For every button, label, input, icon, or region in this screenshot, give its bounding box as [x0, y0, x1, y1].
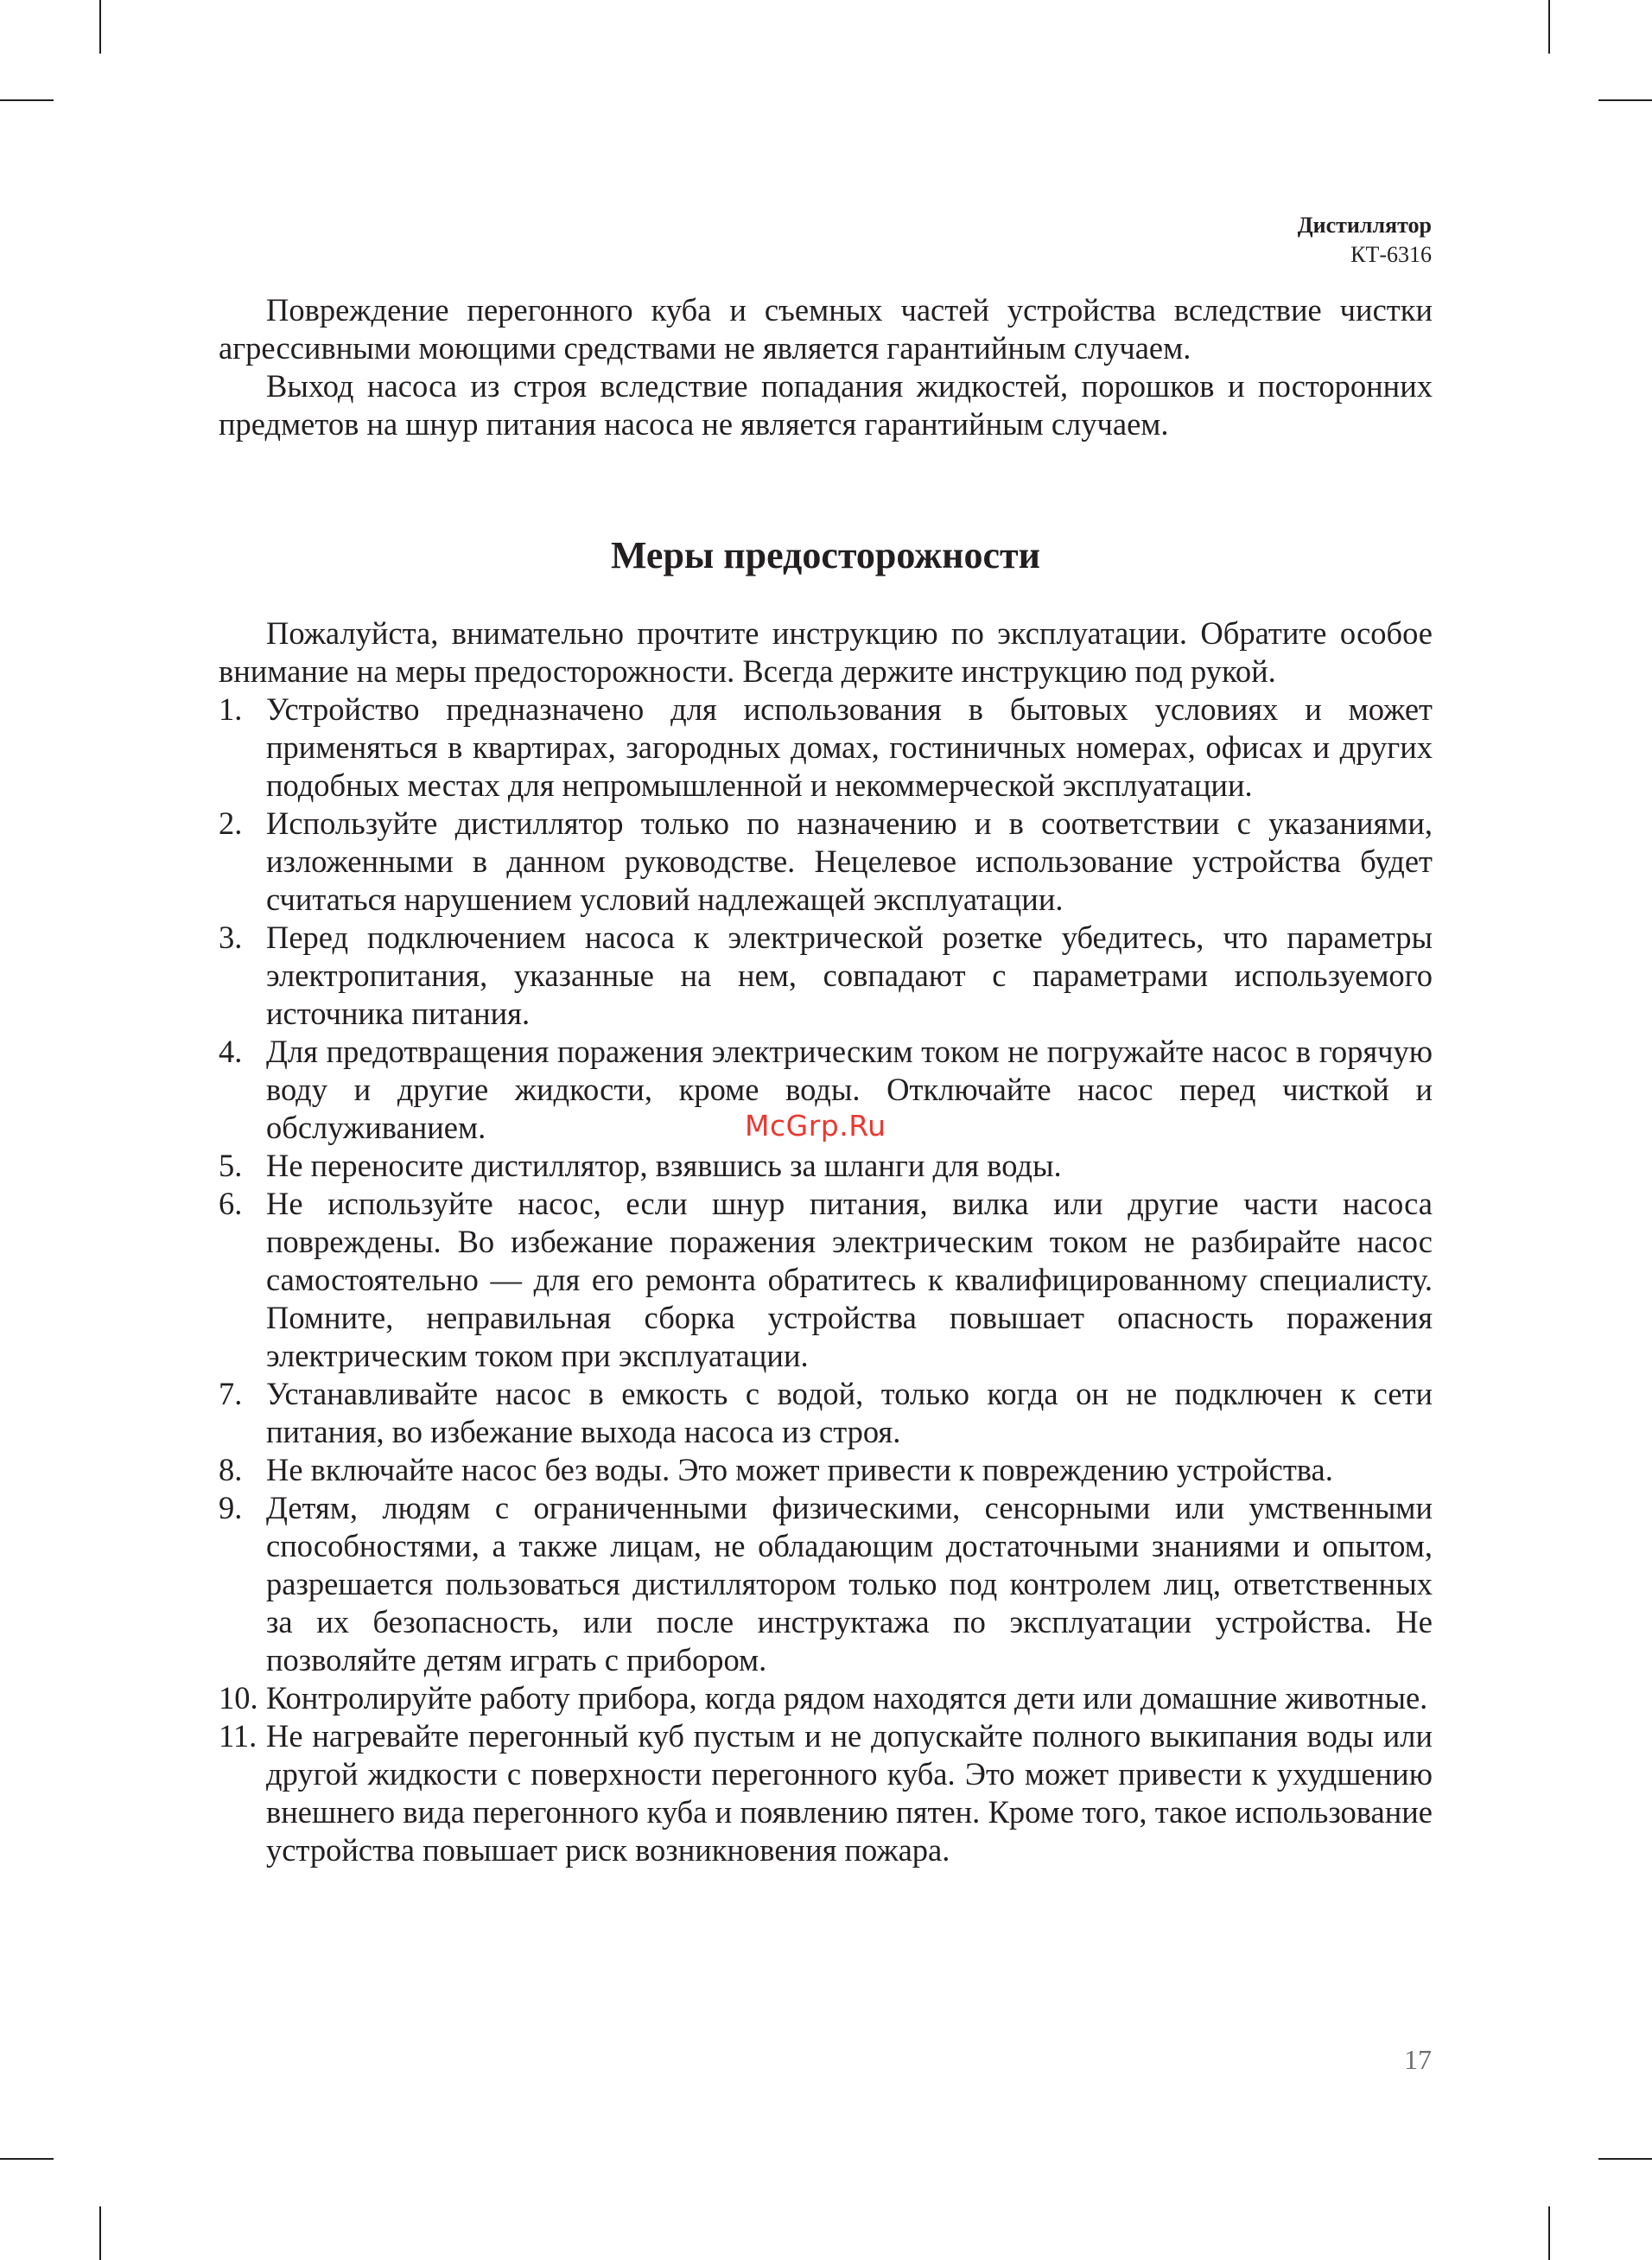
- list-item: [219, 1375, 1433, 1451]
- intro-paragraph: Выход насоса из строя вследствие попадания жидкостей, порошков и посторонних предметов на шнур питания насоса не является гарантийным случаем.: [219, 368, 1433, 442]
- item-text: Не переносите дистиллятор, взявшись за шланги для воды.: [266, 1148, 1062, 1183]
- list-item: [219, 805, 1433, 919]
- watermark: McGrp.Ru: [745, 1109, 886, 1143]
- item-text: Используйте дистиллятор только по назначению и в соответствии с указаниями, изложенными в данном руководстве. Нецелевое использование устройства будет считаться нарушением условий надлежащей эксплуатации.: [266, 805, 1433, 917]
- item-text: Не используйте насос, если шнур питания, вилка или другие части насоса повреждены. Во избежание поражения электрическим током не разбирайте насос самостоятельно — для его ремонта обратитесь к квалифицированному специалисту. Помните, неправильная сборка устройства повышает опасность поражения электрическим током при эксплуатации.: [266, 1186, 1433, 1373]
- header-model: КТ-6316: [1350, 242, 1432, 267]
- item-number: 2.: [219, 805, 243, 841]
- item-text: Для предотвращения поражения электрическим током не погружайте насос в горячую воду и другие жидкости, кроме воды. Отключайте насос перед чисткой и обслуживанием.: [266, 1034, 1433, 1145]
- list-item: [219, 1679, 1433, 1717]
- item-text: Не включайте насос без воды. Это может привести к повреждению устройства.: [266, 1452, 1333, 1487]
- crop-mark: [0, 99, 54, 101]
- item-text: Устройство предназначено для использования в бытовых условиях и может применяться в квартирах, загородных домах, гостиничных номерах, офисах и других подобных местах для непромышленной и некоммерческой эксплуатации.: [266, 691, 1433, 803]
- item-number: 3.: [219, 920, 243, 955]
- list-item: [219, 1489, 1433, 1679]
- list-item: [219, 1451, 1433, 1489]
- item-number: 7.: [219, 1376, 243, 1411]
- item-number: 6.: [219, 1186, 243, 1221]
- list-item: [219, 1717, 1433, 1869]
- header-title: Дистиллятор: [1297, 213, 1432, 238]
- precautions-list: [219, 691, 1433, 1869]
- running-header: [1298, 211, 1432, 270]
- crop-mark: [1598, 99, 1652, 101]
- intro-paragraph: Повреждение перегонного куба и съемных частей устройства вследствие чистки агрессивными моющими средствами не является гарантийным случаем.: [219, 292, 1433, 366]
- crop-mark: [1548, 0, 1550, 54]
- crop-mark: [99, 2206, 101, 2260]
- list-item: [219, 919, 1433, 1033]
- list-item: [219, 691, 1433, 805]
- item-number: 10.: [219, 1680, 258, 1716]
- section-title: Меры предосторожности: [610, 534, 1041, 576]
- page-content: [219, 291, 1433, 1869]
- section-lead: Пожалуйста, внимательно прочтите инструкцию по эксплуатации. Обратите особое внимание на меры предосторожности. Всегда держите инструкцию под рукой.: [219, 615, 1433, 689]
- item-number: 9.: [219, 1490, 243, 1525]
- item-text: Перед подключением насоса к электрической розетке убедитесь, что параметры электропитания, указанные на нем, совпадают с параметрами используемого источника питания.: [266, 920, 1433, 1031]
- item-text: Устанавливайте насос в емкость с водой, только когда он не подключен к сети питания, во избежание выхода насоса из строя.: [266, 1376, 1433, 1449]
- crop-mark: [1548, 2206, 1550, 2260]
- item-text: Детям, людям с ограниченными физическими, сенсорными или умственными способностями, а также лицам, не обладающим достаточными знаниями и опытом, разрешается пользоваться дистиллятором только под контролем лиц, ответственных за их безопасность, или после инструктажа по эксплуатации устройства. Не позволяйте детям играть с прибором.: [266, 1490, 1433, 1677]
- item-number: 5.: [219, 1148, 243, 1183]
- item-number: 11.: [219, 1718, 257, 1754]
- item-text: Не нагревайте перегонный куб пустым и не допускайте полного выкипания воды или другой жидкости с поверхности перегонного куба. Это может привести к ухудшению внешнего вида перегонного куба и появлению пятен. Кроме того, такое использование устройства повышает риск возникновения пожара.: [266, 1718, 1433, 1868]
- item-number: 1.: [219, 691, 243, 727]
- list-item: [219, 1185, 1433, 1375]
- list-item: [219, 1147, 1433, 1185]
- page-number: 17: [1404, 2044, 1432, 2075]
- item-text: Контролируйте работу прибора, когда рядом находятся дети или домашние животные.: [266, 1680, 1428, 1716]
- crop-mark: [1598, 2158, 1652, 2160]
- item-number: 8.: [219, 1452, 243, 1487]
- crop-mark: [99, 0, 101, 54]
- item-number: 4.: [219, 1034, 243, 1069]
- crop-mark: [0, 2158, 54, 2160]
